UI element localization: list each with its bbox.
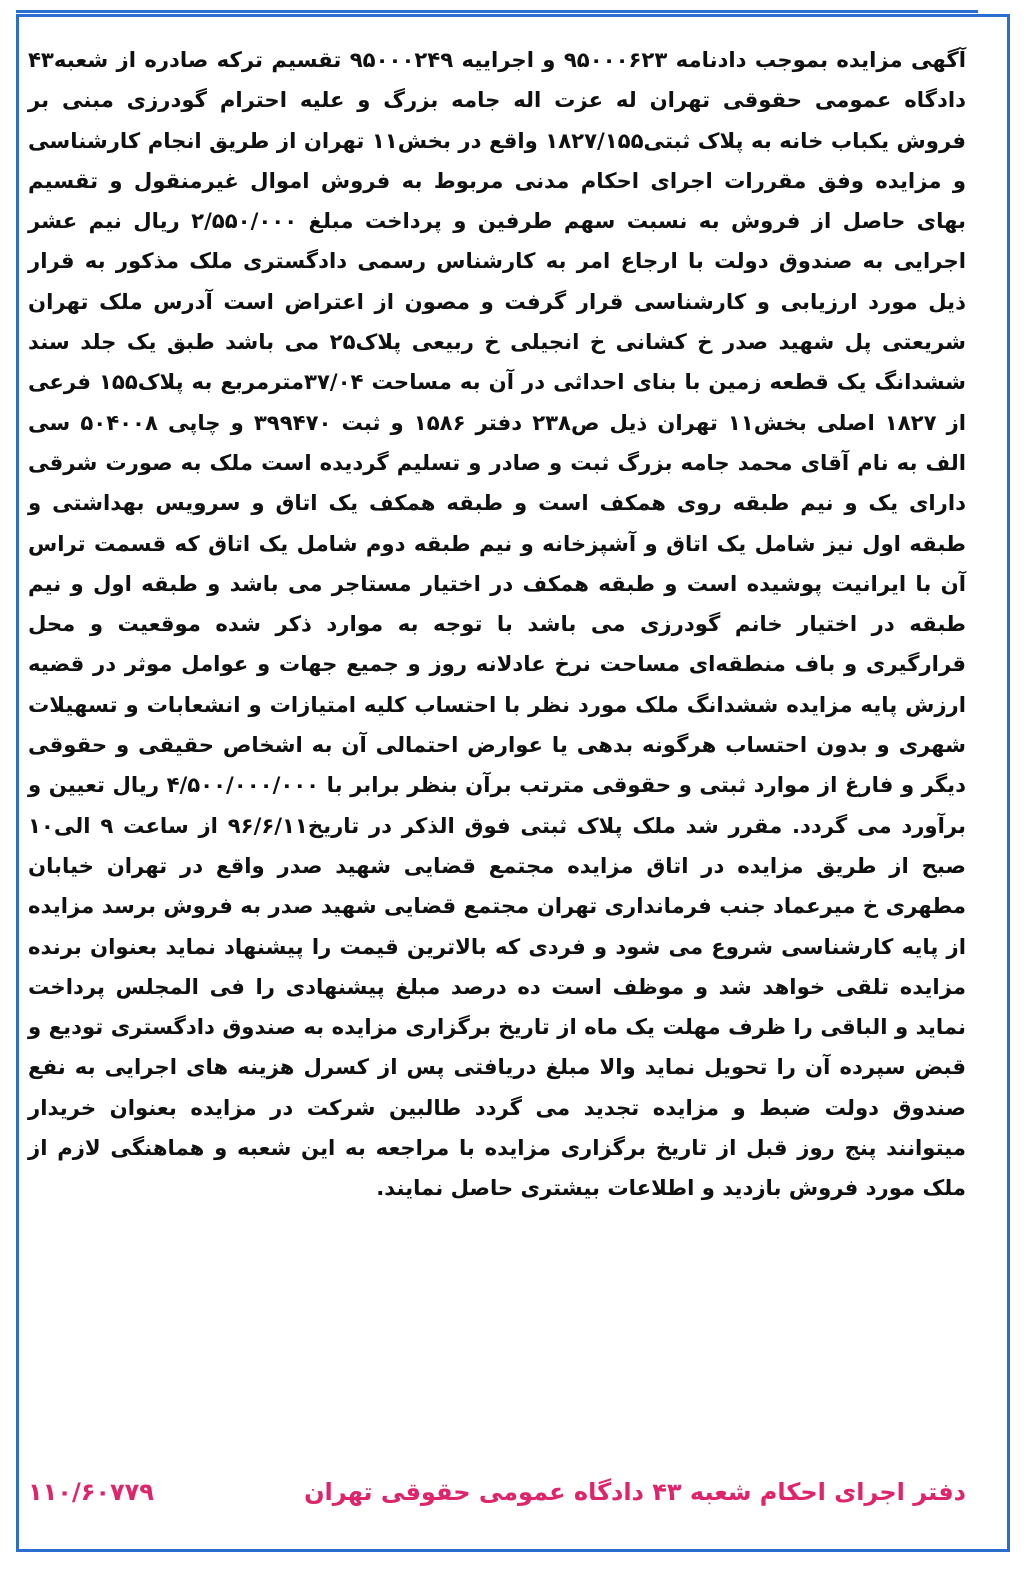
top-accent-mark <box>271 0 281 4</box>
notice-body: آگهی مزایده بموجب دادنامه ۹۵۰۰۰۶۲۳ و اجراییه ۹۵۰۰۰۲۴۹ تقسیم ترکه صادره از شعبه۴۳ دادگاه عمومی حقوقی تهران له عزت اله جامه بزرگ و علیه احترام گودرزی مبنی بر فروش یکباب خانه به پلاک ثبتی۱۸۲۷/۱۵۵ واقع در بخش۱۱ تهران از طریق انجام کارشناسی و مزایده وفق مقررات اجرای احکام مدنی مربوط به فروش اموال غیرمنقول و تقسیم بهای حاصل از فروش به نسبت سهم طرفین و پرداخت مبلغ ۲/۵۵۰/۰۰۰ ریال نیم عشر اجرایی به صندوق دولت با ارجاع امر به کارشناس رسمی دادگستری ملک مذکور به قرار ذیل مورد ارزیابی و کارشناسی قرار گرفت و مصون از اعتراض است آدرس ملک تهران شریعتی پل شهید صدر خ کشانی خ انجیلی خ ربیعی پلاک۲۵ می باشد طبق یک جلد سند ششدانگ یک قطعه زمین با بنای احداثی در آن به مساحت ۳۷/۰۴مترمربع به پلاک۱۵۵ فرعی از ۱۸۲۷ اصلی بخش۱۱ تهران ذیل ص۲۳۸ دفتر ۱۵۸۶ و ثبت ۳۹۹۴۷۰ و چاپی ۵۰۴۰۰۸ سی الف به نام آقای محمد جامه بزرگ ثبت و صادر و تسلیم گردیده است ملک به صورت شرقی دارای یک و نیم طبقه روی همکف است و طبقه همکف یک اتاق و سرویس بهداشتی و طبقه اول نیز شامل یک اتاق و آشپزخانه و نیم طبقه دوم شامل یک اتاق که قسمت تراس آن با ایرانیت پوشیده است و طبقه همکف در اختیار مستاجر می باشد و طبقه اول و نیم طبقه در اختیار خانم گودرزی می باشد با توجه به موارد ذکر شده موقعیت و محل قرارگیری و باف منطقه‌ای مساحت نرخ عادلانه روز و جمیع جهات و عوامل موثر در قضیه ارزش پایه مزایده ششدانگ ملک مورد نظر با احتساب کلیه امتیازات و انشعابات و تسهیلات شهری و بدون احتساب هرگونه بدهی یا عوارض احتمالی آن به اشخاص حقیقی و حقوقی دیگر و فارغ از موارد ثبتی و حقوقی مترتب برآن بنظر برابر با ۴/۵۰۰/۰۰۰/۰۰۰ ریال تعیین و برآورد می گردد. مقرر شد ملک پلاک ثبتی فوق الذکر در تاریخ۹۶/۶/۱۱ از ساعت ۹ الی۱۰ صبح از طریق مزایده در اتاق مزایده مجتمع قضایی شهید صدر واقع در تهران خیابان مطهری خ میرعماد جنب فرمانداری تهران مجتمع قضایی شهید صدر به فروش برسد مزایده از پایه کارشناسی شروع می شود و فردی که بالاترین قیمت را پیشنهاد نماید بعنوان برنده مزایده تلقی خواهد شد و موظف است ده درصد مبلغ پیشنهادی را فی المجلس پرداخت نماید و الباقی را ظرف مهلت یک ماه از تاریخ برگزاری مزایده به صندوق دادگستری تودیع و قبض سپرده آن را تحویل نماید والا مبلغ دریافتی پس از کسرل هزینه های اجرایی به نفع صندوق دولت ضبط و مزایده تجدید می گردد طالبین شرکت در مزایده بعنوان خریدار میتوانند پنج روز قبل از تاریخ برگزاری مزایده با مراجعه به این شعبه و هماهنگی لازم از ملک مورد فروش بازدید و اطلاعات بیشتری حاصل نمایند. <box>28 47 967 1201</box>
footer-office: دفتر اجرای احکام شعبه ۴۳ دادگاه عمومی حقوقی تهران <box>304 1478 966 1506</box>
footer-code: ۱۱۰/۶۰۷۷۹ <box>28 1478 154 1506</box>
notice-footer <box>28 1470 966 1514</box>
top-border-line <box>16 0 978 13</box>
